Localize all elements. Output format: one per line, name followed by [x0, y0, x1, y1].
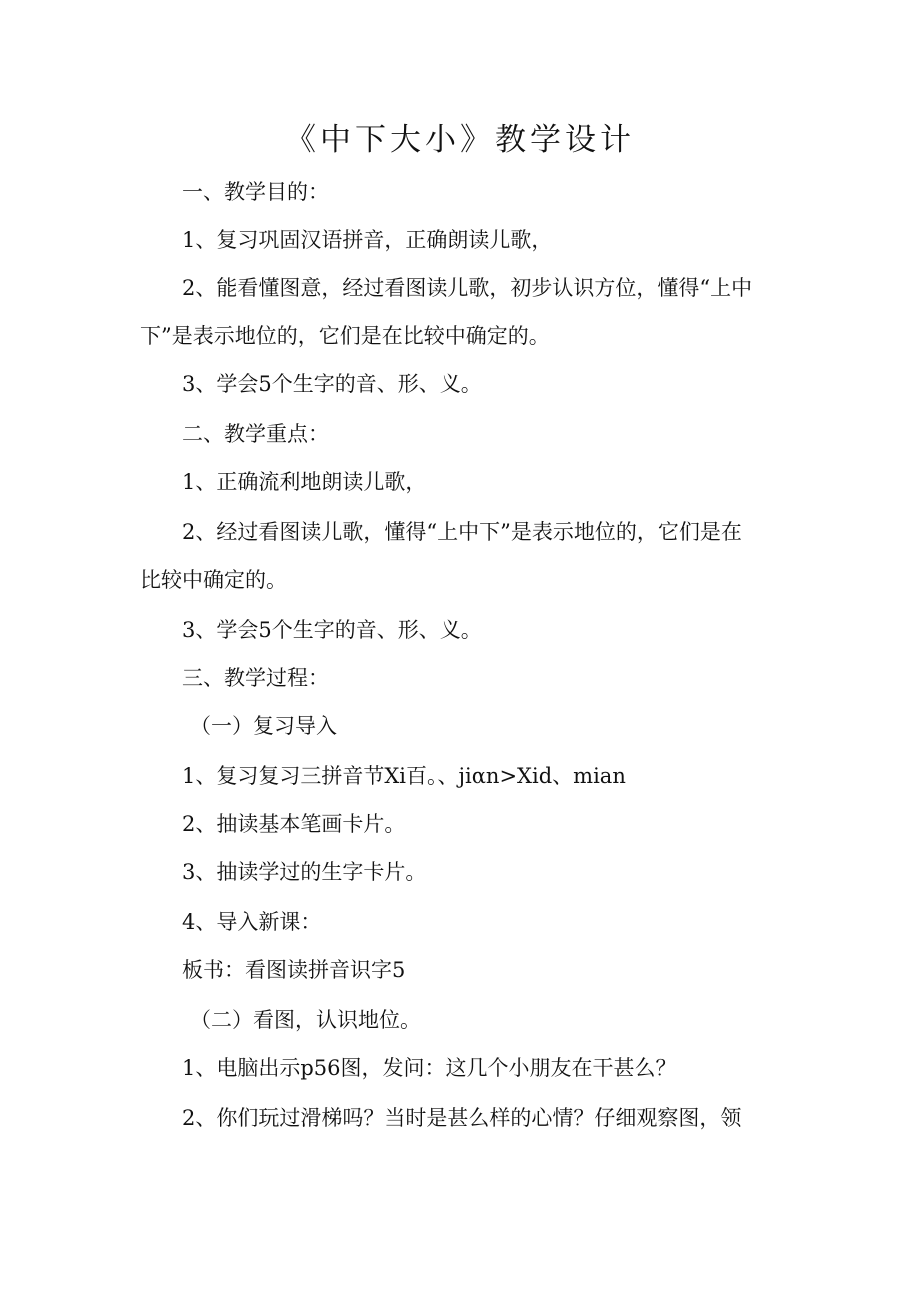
section-heading-focus: 二、教学重点： [182, 422, 329, 446]
paragraph-continuation: 比较中确定的。 [140, 568, 287, 592]
paragraph: 3、学会5个生字的音、形、义。 [182, 618, 482, 642]
paragraph: 2、你们玩过滑梯吗？当时是甚么样的心情？仔细观察图，领 [182, 1106, 742, 1130]
section-heading-objectives: 一、教学目的： [182, 180, 329, 204]
paragraph: 3、抽读学过的生字卡片。 [182, 860, 427, 884]
paragraph: 4、导入新课： [182, 910, 322, 934]
paragraph: 3、学会5个生字的音、形、义。 [182, 372, 482, 396]
document-title: 《中下大小》教学设计 [285, 122, 635, 158]
paragraph: 1、电脑出示p56图，发问：这几个小朋友在干甚么？ [182, 1056, 677, 1080]
section-heading-process: 三、教学过程： [182, 666, 329, 690]
subsection-heading: （二）看图，认识地位。 [190, 1008, 421, 1032]
paragraph-continuation: 下”是表示地位的，它们是在比较中确定的。 [140, 324, 550, 348]
paragraph: 2、抽读基本笔画卡片。 [182, 812, 406, 836]
paragraph: 2、经过看图读儿歌，懂得“上中下”是表示地位的，它们是在 [182, 520, 742, 544]
paragraph: 1、复习巩固汉语拼音，正确朗读儿歌， [182, 228, 553, 252]
paragraph: 板书：看图读拼音识字5 [182, 958, 406, 982]
paragraph: 2、能看懂图意，经过看图读儿歌，初步认识方位，懂得“上中 [182, 276, 753, 300]
paragraph: 1、正确流利地朗读儿歌， [182, 470, 427, 494]
subsection-heading: （一）复习导入 [190, 714, 337, 738]
paragraph: 1、复习复习三拼音节Xi百。、jiαn>Xid、mian [182, 764, 626, 788]
